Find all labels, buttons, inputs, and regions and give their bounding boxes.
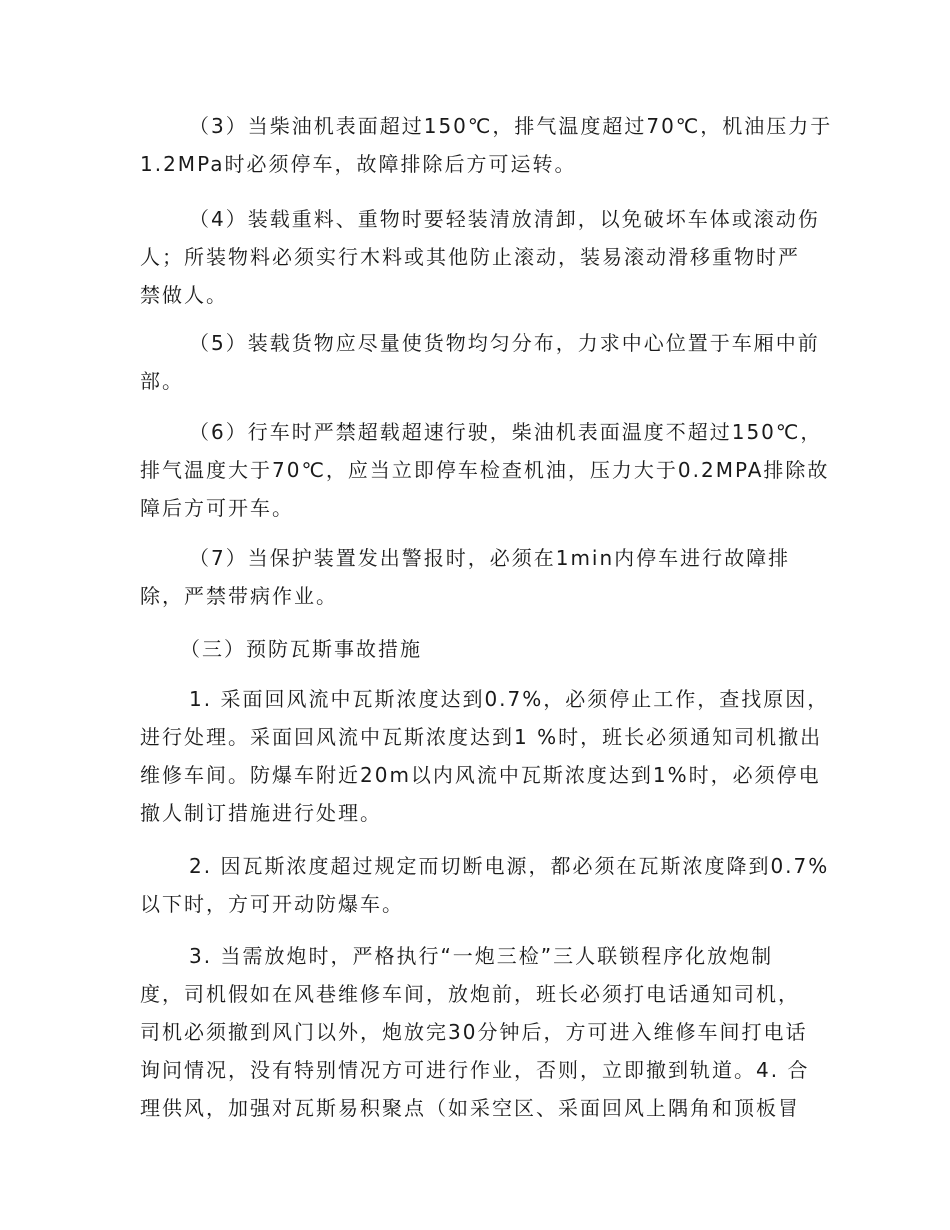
text-line: 以下时，方可开动防爆车。: [140, 892, 404, 916]
section-heading: [140, 630, 820, 668]
paragraph-6: [140, 413, 830, 527]
text-line: 理供风，加强对瓦斯易积聚点（如采空区、采面回风上隅角和顶板冒: [140, 1096, 800, 1120]
text-line: 除，严禁带病作业。: [140, 584, 338, 608]
measure-1: [140, 680, 830, 832]
text-line: 2. 因瓦斯浓度超过规定而切断电源，都必须在瓦斯浓度降到0.7%: [189, 854, 830, 878]
text-line: 进行处理。采面回风流中瓦斯浓度达到1 %时，班长必须通知司机撤出: [140, 725, 823, 749]
text-line: （7）当保护装置发出警报时，必须在1min内停车进行故障排: [189, 546, 791, 570]
text-line: 排气温度大于70℃，应当立即停车检查机油，压力大于0.2MPA排除故: [140, 458, 830, 482]
text-line: （3）当柴油机表面超过150℃，排气温度超过70℃，机油压力于: [189, 114, 833, 138]
text-line: 禁做人。: [140, 283, 228, 307]
text-line: 障后方可开车。: [140, 496, 294, 520]
text-line: 部。: [140, 369, 184, 393]
paragraph-7: [140, 539, 820, 615]
text-line: 询问情况，没有特别情况方可进行作业，否则，立即撤到轨道。4. 合: [140, 1058, 810, 1082]
text-line: 3. 当需放炮时，严格执行“一炮三检”三人联锁程序化放炮制: [189, 944, 774, 968]
paragraph-5: [140, 324, 820, 400]
text-line: 度，司机假如在风巷维修车间，放炮前，班长必须打电话通知司机，: [140, 982, 800, 1006]
paragraph-4: [140, 200, 820, 314]
measure-2: [140, 847, 830, 923]
text-line: 撤人制订措施进行处理。: [140, 801, 382, 825]
text-line: 维修车间。防爆车附近20m以内风流中瓦斯浓度达到1%时，必须停电: [140, 763, 821, 787]
text-line: 人；所装物料必须实行木料或其他防止滚动，装易滚动滑移重物时严: [140, 245, 800, 269]
text-line: （6）行车时严禁超载超速行驶，柴油机表面温度不超过150℃，: [189, 420, 823, 444]
text-line: 1. 采面回风流中瓦斯浓度达到0.7%，必须停止工作，查找原因，: [189, 687, 830, 711]
text-line: 司机必须撤到风门以外，炮放完30分钟后，方可进入维修车间打电话: [140, 1020, 808, 1044]
measure-3: [140, 937, 820, 1127]
heading-text: （三）预防瓦斯事故措施: [180, 637, 422, 661]
paragraph-3: [140, 107, 833, 183]
text-line: （4）装载重料、重物时要轻装清放清卸，以免破坏车体或滚动伤: [189, 207, 820, 231]
text-line: （5）装载货物应尽量使货物均匀分布，力求中心位置于车厢中前: [189, 331, 820, 355]
text-line: 1.2MPa时必须停车，故障排除后方可运转。: [140, 152, 577, 176]
